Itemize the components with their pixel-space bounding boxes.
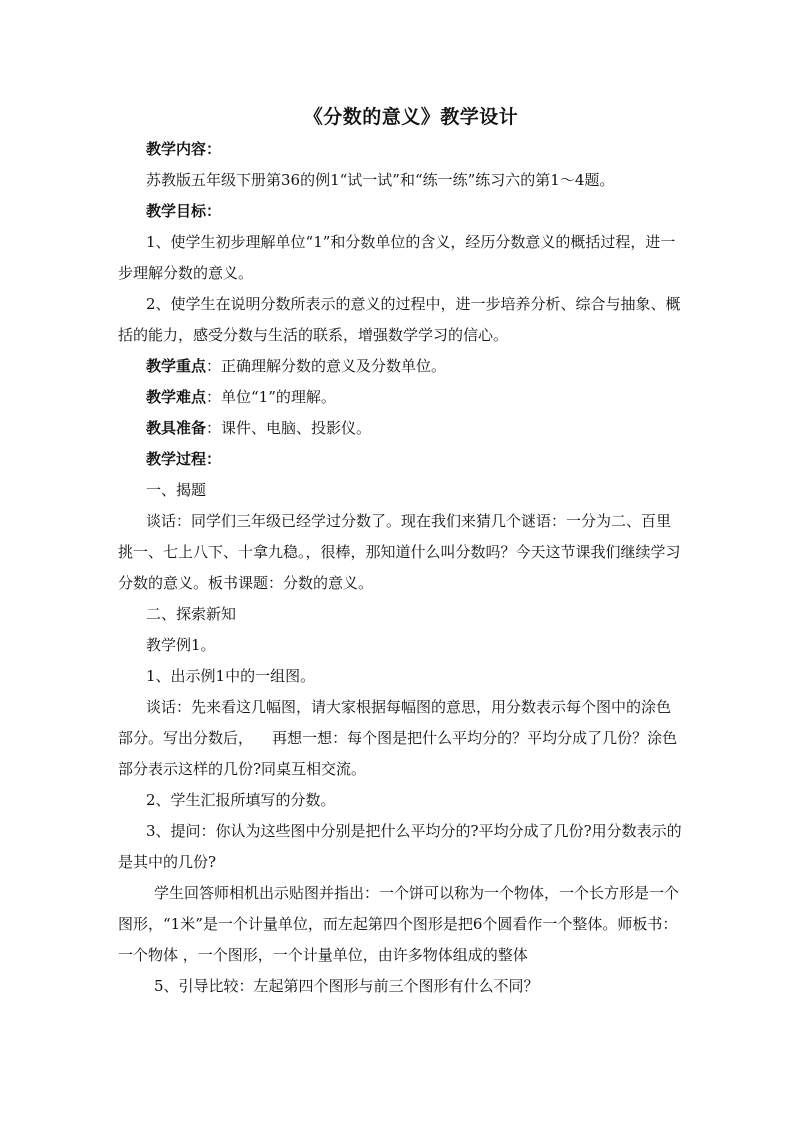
- key-point: [118, 351, 684, 382]
- heading-process: [118, 444, 684, 475]
- paragraph: [118, 971, 684, 1002]
- paragraph-text: 一、揭题: [146, 481, 207, 499]
- section-heading: [118, 599, 684, 630]
- paragraph: [118, 661, 684, 692]
- paragraph-text: 苏教版五年级下册第36的例1“试一试”和“练一练”练习六的第1～4题。: [146, 171, 615, 189]
- paragraph-text: 二、探索新知: [146, 605, 237, 623]
- paragraph-text: 2、学生汇报所填写的分数。: [146, 791, 336, 809]
- paragraph-text: 3、提问：你认为这些图中分别是把什么平均分的?平均分成了几份?用分数表示的是其中的几份?: [118, 822, 682, 871]
- document-title: 《分数的意义》教学设计: [303, 106, 519, 128]
- paragraph-text: 谈话：先来看这几幅图，请大家根据每幅图的意思，用分数表示每个图中的涂色部分。写出分数后， 再想一想：每个图是把什么平均分的？平均分成了几份？涂色部分表示这样的几份?同桌互相交流。: [118, 698, 678, 778]
- paragraph: [118, 630, 684, 661]
- difficult-point: [118, 382, 684, 413]
- paragraph-text: ：课件、电脑、投影仪。: [206, 419, 372, 437]
- heading-label: 教学目标：: [146, 202, 222, 220]
- paragraph: [118, 816, 684, 878]
- heading-label: 教学重点: [146, 357, 207, 375]
- paragraph-text: 2、使学生在说明分数所表示的意义的过程中，进一步培养分析、综合与抽象、概括的能力，感受分数与生活的联系，增强数学学习的信心。: [118, 295, 681, 344]
- paragraph-text: 5、引导比较：左起第四个图形与前三个图形有什么不同？: [154, 977, 539, 995]
- paragraph-text: 1、使学生初步理解单位“1”和分数单位的含义，经历分数意义的概括过程，进一步理解分数的意义。: [118, 233, 676, 282]
- heading-goals: [118, 196, 684, 227]
- paragraph-text: 1、出示例1中的一组图。: [146, 667, 316, 685]
- heading-label: 教具准备: [146, 419, 207, 437]
- paragraph: [118, 227, 684, 289]
- paragraph: [118, 165, 684, 196]
- paragraph: [118, 506, 684, 599]
- paragraph-text: 教学例1。: [146, 636, 216, 654]
- section-heading: [118, 475, 684, 506]
- paragraph: [118, 785, 684, 816]
- paragraph-text: ：正确理解分数的意义及分数单位。: [206, 357, 447, 375]
- document-page: [118, 100, 684, 1002]
- heading-label: 教学过程：: [146, 450, 222, 468]
- paragraph: [118, 289, 684, 351]
- heading-label: 教学难点: [146, 388, 207, 406]
- heading-label: 教学内容：: [146, 140, 222, 158]
- heading-content: [118, 134, 684, 165]
- materials: [118, 413, 684, 444]
- paragraph-text: ：单位“1”的理解。: [206, 388, 336, 406]
- paragraph-text: 学生回答师相机出示贴图并指出：一个饼可以称为一个物体，一个长方形是一个图形，“1米”是一个计量单位，而左起第四个图形是把6个圆看作一个整体。师板书：一个物体 ，一个图形，一个计量单位，由许多物体组成的整体: [118, 884, 680, 964]
- paragraph: [118, 878, 684, 971]
- paragraph: [118, 692, 684, 785]
- paragraph-text: 谈话：同学们三年级已经学过分数了。现在我们来猜几个谜语：一分为二、百里挑一、七上八下、十拿九稳。，很棒，那知道什么叫分数吗？今天这节课我们继续学习分数的意义。板书课题：分数的意义。: [118, 512, 681, 592]
